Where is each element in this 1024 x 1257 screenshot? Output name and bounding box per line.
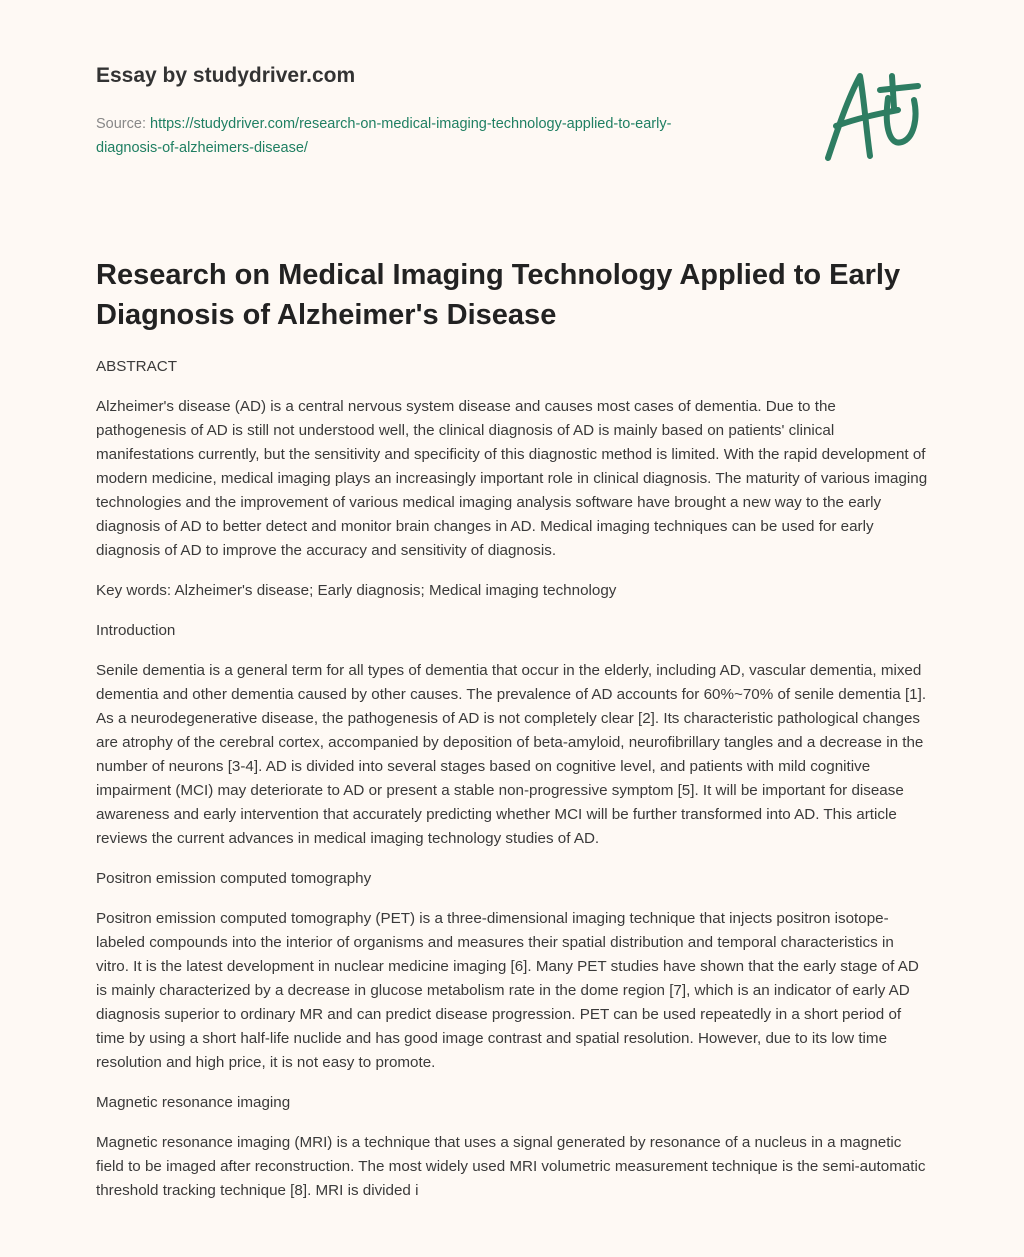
- page-title: Research on Medical Imaging Technology Applied to Early Diagnosis of Alzheimer's Disease: [96, 259, 901, 331]
- essay-body: [96, 355, 930, 1219]
- source-line: [96, 112, 736, 160]
- pet-heading: Positron emission computed tomography: [96, 870, 372, 887]
- abstract-paragraph: Alzheimer's disease (AD) is a central nervous system disease and causes most cases of dementia. Due to the pathogenesis of AD is still not understood well, the clinical diagnosis of AD is mainly based on patients' clinical manifestations currently, but the sensitivity and specificity of this diagnostic method is limited. With the rapid development of modern medicine, medical imaging plays an increasingly important role in clinical diagnosis. The maturity of various imaging technologies and the improvement of various medical imaging analysis software have brought a new way to the early diagnosis of AD to better detect and monitor brain changes in AD. Medical imaging techniques can be used for early diagnosis of AD to improve the accuracy and sensitivity of diagnosis.: [96, 398, 928, 559]
- source-link[interactable]: https://studydriver.com/research-on-medical-imaging-technology-applied-to-early-diagnosis-of-alzheimers-disease/: [96, 116, 672, 156]
- a-plus-logo: [818, 68, 928, 168]
- introduction-paragraph: Senile dementia is a general term for all types of dementia that occur in the elderly, including AD, vascular dementia, mixed dementia and other dementia caused by other causes. The prevalence of AD accounts for 60%~70% of senile dementia [1]. As a neurodegenerative disease, the pathogenesis of AD is not completely clear [2]. Its characteristic pathological changes are atrophy of the cerebral cortex, accompanied by deposition of beta-amyloid, neurofibrillary tangles and a decrease in the number of neurons [3-4]. AD is divided into several stages based on cognitive level, and patients with mild cognitive impairment (MCI) may deteriorate to AD or present a stable non-progressive symptom [5]. It will be important for disease awareness and early intervention that accurately predicting whether MCI will be further transformed into AD. This article reviews the current advances in medical imaging technology studies of AD.: [96, 662, 927, 847]
- introduction-heading: Introduction: [96, 622, 176, 639]
- mri-heading: Magnetic resonance imaging: [96, 1094, 291, 1111]
- abstract-heading: ABSTRACT: [96, 358, 178, 375]
- mri-paragraph: Magnetic resonance imaging (MRI) is a technique that uses a signal generated by resonance of a nucleus in a magnetic field to be imaged after reconstruction. The most widely used MRI volumetric measurement technique is the semi-automatic threshold tracking technique [8]. MRI is divided i: [96, 1134, 926, 1199]
- keywords: Key words: Alzheimer's disease; Early diagnosis; Medical imaging technology: [96, 582, 617, 599]
- site-brand: Essay by studydriver.com: [96, 64, 356, 87]
- pet-paragraph: Positron emission computed tomography (PET) is a three-dimensional imaging technique that injects positron isotope-labeled compounds into the interior of organisms and measures their spatial distribution and temporal characteristics in vitro. It is the latest development in nuclear medicine imaging [6]. Many PET studies have shown that the early stage of AD is mainly characterized by a decrease in glucose metabolism rate in the dome region [7], which is an indicator of early AD diagnosis superior to ordinary MR and can predict disease progression. PET can be used repeatedly in a short period of time by using a short half-life nuclide and has good image contrast and spatial resolution. However, due to its low time resolution and high price, it is not easy to promote.: [96, 910, 919, 1071]
- source-label: Source:: [96, 116, 150, 132]
